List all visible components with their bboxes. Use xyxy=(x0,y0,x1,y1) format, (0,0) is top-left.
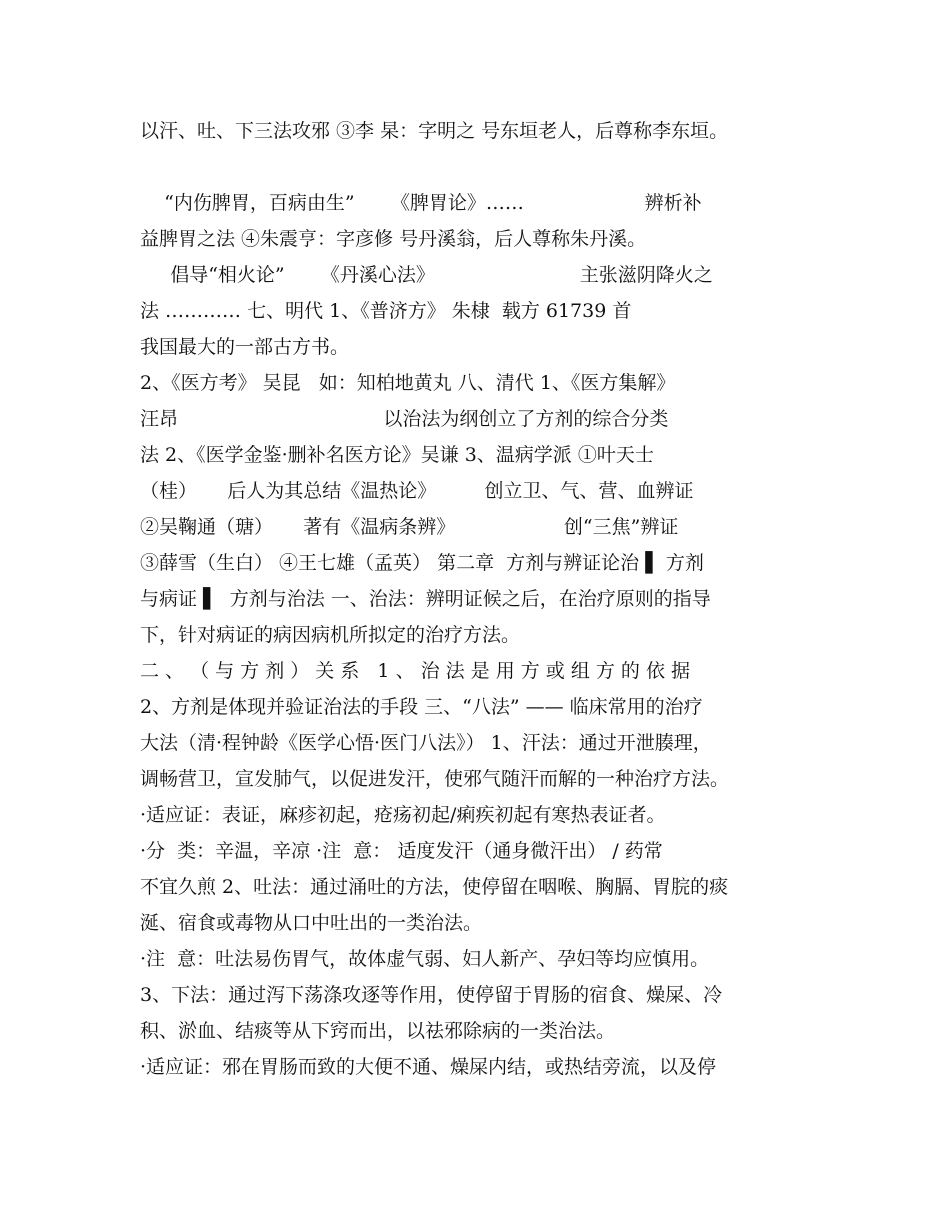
text-line: 2、《医方考》 吴昆 如：知柏地黄丸 八、清代 1、《医方集解》 xyxy=(140,372,676,394)
text-line: 法 ………… 七、明代 1、《普济方》 朱棣 载方 61739 首 xyxy=(140,300,632,322)
text-line: 我国最大的一部古方书。 xyxy=(140,336,350,358)
text-line: 二 、 （ 与 方 剂 ） 关 系 1 、 治 法 是 用 方 或 组 方 的 依 据 xyxy=(140,660,690,682)
text-line: 下，针对病证的病因病机所拟定的治疗方法。 xyxy=(140,624,521,646)
text-line: “内伤脾胃，百病由生” 《脾胃论》…… 辨析补 xyxy=(140,192,702,214)
text-line: 调畅营卫，宣发肺气，以促进发汗，使邪气随汗而解的一种治疗方法。 xyxy=(140,768,730,790)
text-line: ·分 类：辛温，辛凉 ·注 意： 适度发汗（通身微汗出） / 药常 xyxy=(140,840,663,862)
text-line: 倡导“相火论” 《丹溪心法》 主张滋阴降火之 xyxy=(140,264,713,286)
text-line: 与病证 ▌ 方剂与治法 一、治法：辨明证候之后，在治疗原则的指导 xyxy=(140,588,711,610)
text-line: 汪昂 以治法为纲创立了方剂的综合分类 xyxy=(140,408,669,430)
text-line: 大法（清·程钟龄《医学心悟·医门八法》） 1、汗法：通过开泄腠理， xyxy=(140,732,712,754)
text-line: 益脾胃之法 ④朱震亨：字彦修 号丹溪翁，后人尊称朱丹溪。 xyxy=(140,228,647,250)
text-line: 以汗、吐、下三法攻邪 ③李 杲：字明之 号东垣老人，后尊称李东垣。 xyxy=(140,120,729,142)
text-line: 涎、宿食或毒物从口中吐出的一类治法。 xyxy=(140,912,483,934)
text-line: ·适应证：邪在胃肠而致的大便不通、燥屎内结，或热结旁流，以及停 xyxy=(140,1056,717,1078)
text-line: ③薛雪（生白） ④王七雄（孟英） 第二章 方剂与辨证论治 ▌ 方剂 xyxy=(140,552,704,574)
text-line: 2、方剂是体现并验证治法的手段 三、“八法” —— 临床常用的治疗 xyxy=(140,696,703,718)
text-line: ②吴鞠通（瑭） 著有《温病条辨》 创“三焦”辨证 xyxy=(140,516,679,538)
text-line: 积、淤血、结痰等从下窍而出，以祛邪除病的一类治法。 xyxy=(140,1020,616,1042)
text-line: ·适应证：表证，麻疹初起，疮疡初起/痢疾初起有寒热表证者。 xyxy=(140,804,666,826)
text-line: ·注 意：吐法易伤胃气，故体虚气弱、妇人新产、孕妇等均应慎用。 xyxy=(140,948,710,970)
text-line: 不宜久煎 2、吐法：通过涌吐的方法，使停留在咽喉、胸膈、胃脘的痰 xyxy=(140,876,729,898)
text-line: （桂） 后人为其总结《温热论》 创立卫、气、营、血辨证 xyxy=(140,480,694,502)
text-line: 法 2、《医学金鉴·删补名医方论》吴谦 3、温病学派 ①叶天士 xyxy=(140,444,654,466)
text-line: 3、下法：通过泻下荡涤攻逐等作用，使停留于胃肠的宿食、燥屎、冷 xyxy=(140,984,723,1006)
